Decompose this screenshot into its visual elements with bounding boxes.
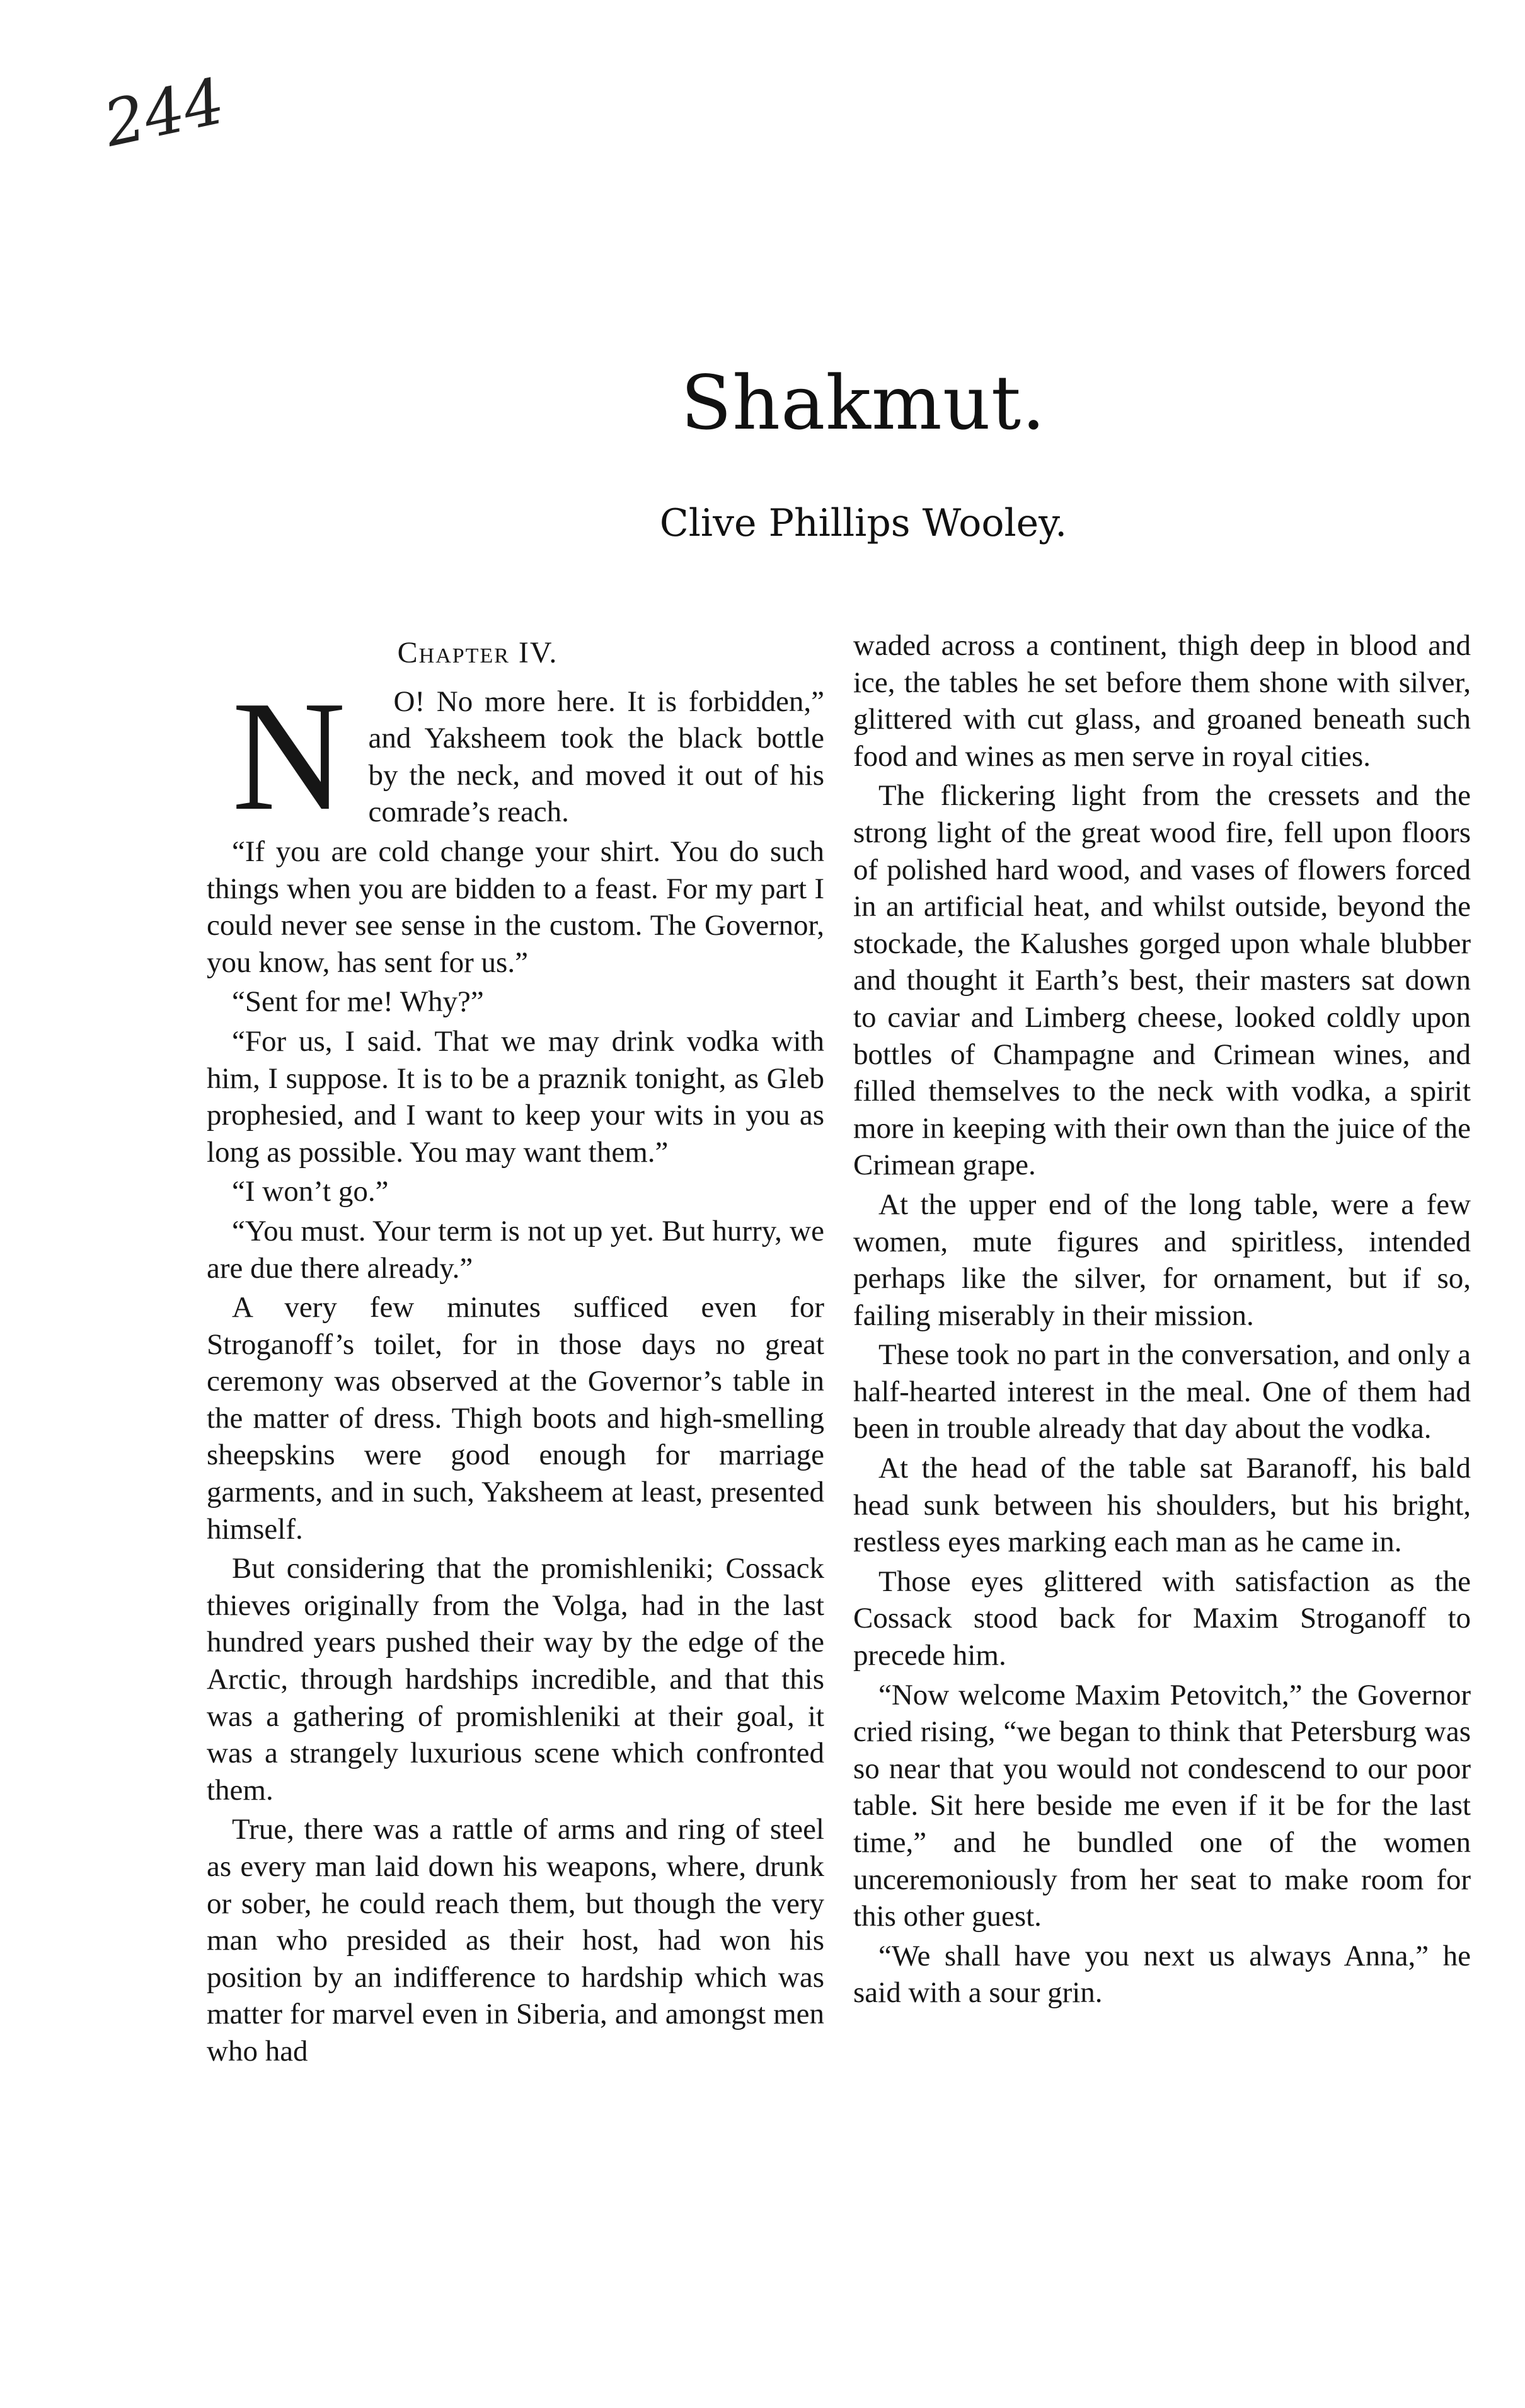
drop-cap: N [232,668,346,843]
paragraph-text: O! No more here. It is forbidden,” and Yaksheem took the black bottle by the neck, and moved it out of his comrade’s reach. [368,685,824,829]
author-byline: Clive Phillips Wooley. [659,501,1068,545]
left-column [207,627,824,2073]
paragraph [207,668,824,843]
paragraph: “I won’t go.” [232,1175,389,1208]
paragraph: True, there was a rattle of arms and ring of steel as every man laid down his weapons, where, drunk or sober, he could reach them, but though the very man who presided as their host, had won his position by an indifference to hardship which was matter for marvel even in Siberia, and amongst men who had [207,1813,824,2068]
paragraph: Those eyes glittered with satisfaction as the Cossack stood back for Maxim Stroganoff to precede him. [853,1565,1471,1672]
paragraph: These took no part in the conversation, and only a half-hearted interest in the meal. One of them had been in trouble already that day about the vodka. [853,1338,1471,1445]
paragraph: “Sent for me! Why?” [232,985,484,1019]
page-number: 244 [97,64,231,161]
paragraph: A very few minutes sufficed even for Stroganoff’s toilet, for in those days no great ceremony was observed at the Governor’s table in the matter of dress. Thigh boots and high-smelling sheepskins were good enough for marriage garments, and in such, Yaksheem at least, presented himself. [207,1291,824,1546]
right-column [853,627,1471,2014]
paragraph: “If you are cold change your shirt. You do such things when you are bidden to a feast. For my part I could never see sense in the custom. The Governor, you know, has sent for us.” [207,835,824,979]
paragraph: “For us, I said. That we may drink vodka with him, I suppose. It is to be a praznik tonight, as Gleb prophesied, and I want to keep your wits in you as long as possible. You may want them.” [207,1024,824,1169]
paragraph: waded across a continent, thigh deep in blood and ice, the tables he set before them shone with silver, glittered with cut glass, and groaned beneath such food and wines as men serve in royal cities. [853,629,1471,773]
paragraph: “You must. Your term is not up yet. But hurry, we are due there already.” [207,1214,824,1285]
chapter-heading: Chapter IV. [397,636,558,669]
paragraph: But considering that the promishleniki; Cossack thieves originally from the Volga, had in the last hundred years pushed their way by the edge of the Arctic, through hardships incredible, and that this was a gathering of promishleniki at their goal, it was a strangely luxurious scene which confronted them. [207,1552,824,1807]
article-title: Shakmut. [681,359,1046,446]
paragraph: At the head of the table sat Baranoff, his bald head sunk between his shoulders, but his bright, restless eyes marking each man as he came in. [853,1452,1471,1559]
paragraph: At the upper end of the long table, were a few women, mute figures and spiritless, intended perhaps like the silver, for ornament, but if so, failing miserably in their mission. [853,1188,1471,1332]
paragraph: “Now welcome Maxim Petovitch,” the Governor cried rising, “we began to think that Petersburg was so near that you would not condescend to our poor table. Sit here beside me even if it be for the last time,” and he bundled one of the women unceremoniously from her seat to make room for this other guest. [853,1678,1471,1933]
paragraph: “We shall have you next us always Anna,” he said with a sour grin. [853,1939,1471,2010]
paragraph: The flickering light from the cressets and the strong light of the great wood fire, fell upon floors of polished hard wood, and vases of flowers forced in an artificial heat, and whilst outside, beyond the stockade, the Kalushes gorged upon whale blubber and thought it Earth’s best, their masters sat down to caviar and Limberg cheese, looked coldly upon bottles of Champagne and Crimean wines, and filled themselves to the neck with vodka, a spirit more in keeping with their own than the juice of the Crimean grape. [853,779,1471,1182]
